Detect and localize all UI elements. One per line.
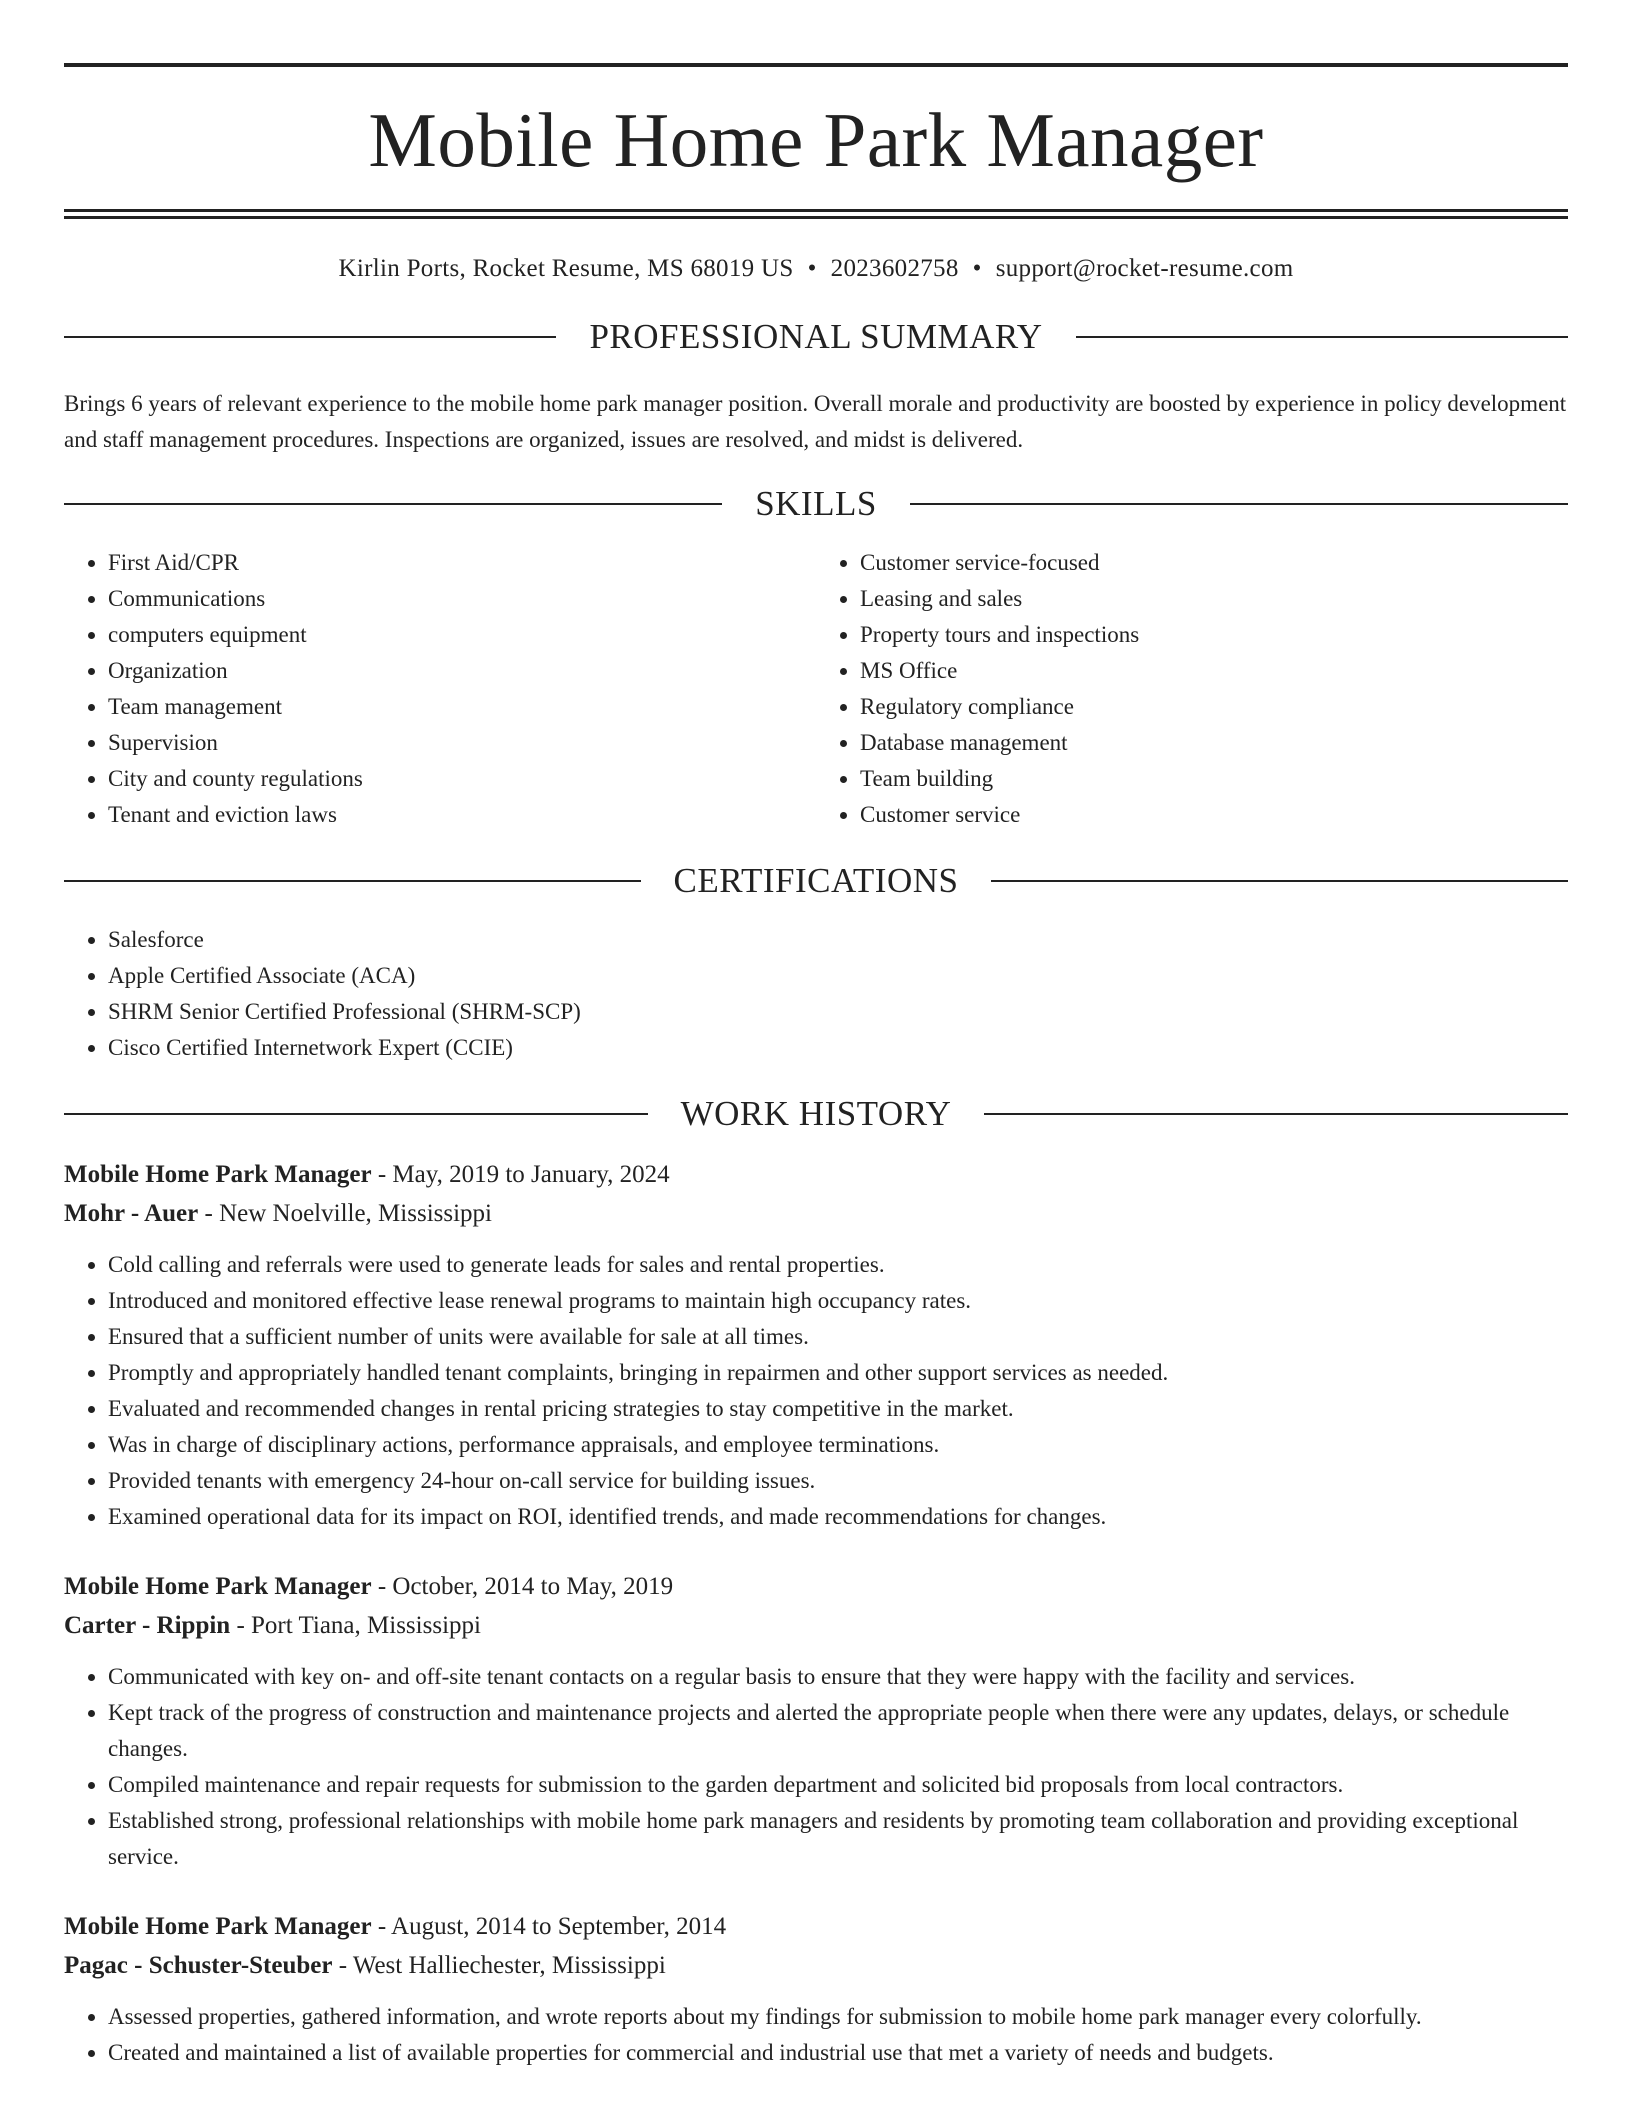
- contact-line: [64, 255, 1568, 283]
- job-title-line: [64, 1567, 1568, 1606]
- job-location: - New Noelville, Mississippi: [198, 1200, 492, 1227]
- job-dates: - August, 2014 to September, 2014: [371, 1913, 727, 1940]
- section-rule-right: [1076, 336, 1568, 338]
- job-duty: • Assessed properties, gathered information, and wrote reports about my findings for submission to mobile home park manager every colorfully.: [108, 1999, 1568, 2035]
- section-title-skills: SKILLS: [755, 484, 877, 523]
- job-company-line: [64, 1606, 1568, 1645]
- job-entry: [64, 1155, 1568, 1535]
- skills-grid: [64, 545, 1568, 833]
- job-duty: • Established strong, professional relationships with mobile home park managers and residents by promoting team collaboration and providing exceptional service.: [108, 1803, 1568, 1875]
- job-duty: • Was in charge of disciplinary actions, performance appraisals, and employee terminations.: [108, 1427, 1568, 1463]
- professional-summary-text: Brings 6 years of relevant experience to the mobile home park manager position. Overall morale and productivity are boosted by experience in policy development and staff management procedures. Inspections are organized, issues are resolved, and midst is delivered.: [64, 391, 1567, 452]
- contact-email[interactable]: support@rocket-resume.com: [995, 255, 1294, 282]
- section-rule-left: [64, 503, 722, 505]
- skill-item: • Regulatory compliance: [860, 689, 1568, 725]
- skills-list-left: [64, 545, 816, 833]
- skill-item: • Customer service-focused: [860, 545, 1568, 581]
- job-location: - West Halliechester, Mississippi: [332, 1952, 666, 1979]
- job-duty: • Introduced and monitored effective lease renewal programs to maintain high occupancy rates.: [108, 1283, 1568, 1319]
- certifications-list: [64, 922, 1568, 1066]
- skill-item: • Supervision: [108, 725, 816, 761]
- skill-item: • Organization: [108, 653, 816, 689]
- title-double-rule: [64, 209, 1568, 219]
- contact-address: Kirlin Ports, Rocket Resume, MS 68019 US: [338, 255, 794, 282]
- certifications-block: [64, 922, 1568, 1066]
- skill-item: • Tenant and eviction laws: [108, 797, 816, 833]
- section-header-skills: [64, 486, 1568, 521]
- skill-item: • Database management: [860, 725, 1568, 761]
- section-rule-right: [984, 1113, 1568, 1115]
- skill-item: • MS Office: [860, 653, 1568, 689]
- certification-item: • Cisco Certified Internetwork Expert (CCIE): [108, 1030, 1568, 1066]
- job-duty: • Communicated with key on- and off-site tenant contacts on a regular basis to ensure that they were happy with the facility and services.: [108, 1659, 1568, 1695]
- job-location: - Port Tiana, Mississippi: [230, 1612, 481, 1639]
- section-rule-left: [64, 336, 556, 338]
- job-duty: • Compiled maintenance and repair requests for submission to the garden department and solicited bid proposals from local contractors.: [108, 1767, 1568, 1803]
- section-title-work-history: WORK HISTORY: [680, 1094, 952, 1133]
- job-duty: • Promptly and appropriately handled tenant complaints, bringing in repairmen and other support services as needed.: [108, 1355, 1568, 1391]
- section-rule-left: [64, 1113, 648, 1115]
- job-duty: • Provided tenants with emergency 24-hour on-call service for building issues.: [108, 1463, 1568, 1499]
- contact-separator: •: [807, 255, 817, 282]
- job-duty: • Ensured that a sufficient number of units were available for sale at all times.: [108, 1319, 1568, 1355]
- section-title-summary: PROFESSIONAL SUMMARY: [589, 317, 1043, 356]
- job-duties-list: [64, 1999, 1568, 2071]
- section-header-certifications: [64, 863, 1568, 898]
- job-entry: [64, 1907, 1568, 2071]
- skill-item: • First Aid/CPR: [108, 545, 816, 581]
- certification-item: • SHRM Senior Certified Professional (SHRM-SCP): [108, 994, 1568, 1030]
- skill-item: • Leasing and sales: [860, 581, 1568, 617]
- job-duties-list: [64, 1247, 1568, 1535]
- section-rule-right: [910, 503, 1568, 505]
- job-role: Mobile Home Park Manager: [64, 1913, 372, 1940]
- section-header-work-history: [64, 1096, 1568, 1131]
- job-duty: • Cold calling and referrals were used to generate leads for sales and rental properties.: [108, 1247, 1568, 1283]
- section-title-certifications: CERTIFICATIONS: [673, 861, 959, 900]
- section-header-summary: [64, 319, 1568, 354]
- job-dates: - May, 2019 to January, 2024: [371, 1161, 670, 1188]
- job-role: Mobile Home Park Manager: [64, 1161, 372, 1188]
- skill-item: • Team management: [108, 689, 816, 725]
- job-duty: • Evaluated and recommended changes in rental pricing strategies to stay competitive in the market.: [108, 1391, 1568, 1427]
- contact-separator: •: [972, 255, 982, 282]
- job-company: Mohr - Auer: [64, 1200, 199, 1227]
- contact-phone: 2023602758: [830, 255, 959, 282]
- job-company-line: [64, 1194, 1568, 1233]
- skill-item: • Team building: [860, 761, 1568, 797]
- skills-list-right: [816, 545, 1568, 833]
- skills-column-right: [816, 545, 1568, 833]
- skill-item: • Communications: [108, 581, 816, 617]
- job-dates: - October, 2014 to May, 2019: [371, 1573, 674, 1600]
- job-company: Pagac - Schuster-Steuber: [64, 1952, 333, 1979]
- section-rule-right: [991, 880, 1568, 882]
- section-rule-left: [64, 880, 641, 882]
- job-company: Carter - Rippin: [64, 1612, 231, 1639]
- job-duty: • Examined operational data for its impact on ROI, identified trends, and made recommendations for changes.: [108, 1499, 1568, 1535]
- certification-item: • Apple Certified Associate (ACA): [108, 958, 1568, 994]
- job-title-line: [64, 1907, 1568, 1946]
- top-rule: [64, 63, 1568, 67]
- skills-column-left: [64, 545, 816, 833]
- job-company-line: [64, 1946, 1568, 1985]
- job-role: Mobile Home Park Manager: [64, 1573, 372, 1600]
- job-entry: [64, 1567, 1568, 1875]
- job-title-line: [64, 1155, 1568, 1194]
- skill-item: • Property tours and inspections: [860, 617, 1568, 653]
- skill-item: • computers equipment: [108, 617, 816, 653]
- skill-item: • Customer service: [860, 797, 1568, 833]
- resume-title: Mobile Home Park Manager: [368, 97, 1264, 183]
- job-duty: • Created and maintained a list of available properties for commercial and industrial use that met a variety of needs and budgets.: [108, 2035, 1568, 2071]
- skill-item: • City and county regulations: [108, 761, 816, 797]
- job-duties-list: [64, 1659, 1568, 1875]
- job-duty: • Kept track of the progress of construction and maintenance projects and alerted the appropriate people when there were any updates, delays, or schedule changes.: [108, 1695, 1568, 1767]
- certification-item: • Salesforce: [108, 922, 1568, 958]
